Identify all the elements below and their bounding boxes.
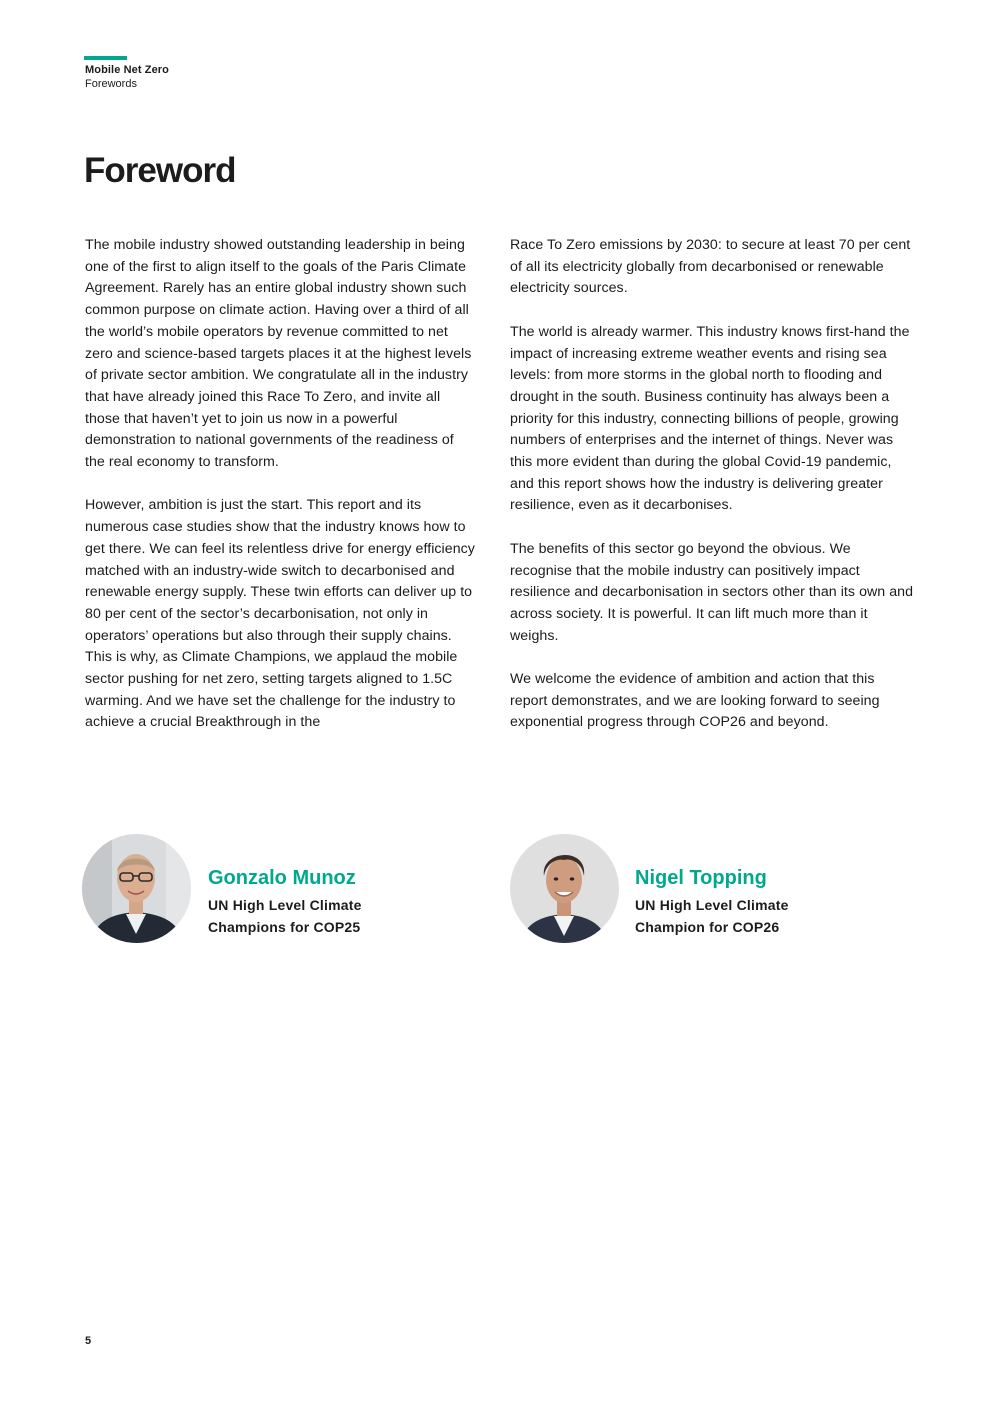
role-line: Champion for COP26 — [635, 919, 780, 935]
page-number: 5 — [85, 1335, 92, 1347]
role-line: UN High Level Climate — [635, 897, 789, 913]
paragraph: The mobile industry showed outstanding leadership in being one of the first to align itself to the goals of the Paris Climate Agreement. Rarely has an entire global industry shown such common purpose on climate action. Having over a third of all the world’s mobile operators by revenue committed to net zero and science-based targets places it at the highest levels of private sector ambition. We congratulate all in the industry that have already joined this Race To Zero, and invite all those that haven’t yet to join us now in a powerful demonstration to national governments of the readiness of the real economy to transform. — [85, 237, 472, 471]
person-name: Nigel Topping — [635, 867, 767, 889]
header-title: Mobile Net Zero — [85, 64, 170, 76]
header-accent-bar — [84, 56, 127, 60]
text-column-right — [510, 235, 915, 756]
portrait-illustration — [82, 834, 191, 943]
role-line: UN High Level Climate — [208, 897, 362, 913]
paragraph: Race To Zero emissions by 2030: to secure at least 70 per cent of all its electricity globally from decarbonised or renewable electricity sources. — [510, 237, 911, 297]
avatar-photo — [510, 834, 619, 943]
person-role — [208, 894, 362, 938]
paragraph: The world is already warmer. This industry knows first-hand the impact of increasing extreme weather events and rising sea levels: from more storms in the global north to flooding and drought in the south. Business continuity has always been a priority for this industry, connecting billions of people, growing numbers of enterprises and the internet of things. Never was this more evident than during the global Covid-19 pandemic, and this report shows how the industry is delivering greater resilience, even as it decarbonises. — [510, 323, 910, 514]
header-subtitle: Forewords — [85, 78, 137, 90]
person-role — [635, 894, 789, 938]
paragraph: We welcome the evidence of ambition and action that this report demonstrates, and we are looking forward to seeing exponential progress through COP26 and beyond. — [510, 671, 880, 731]
role-line: Champions for COP25 — [208, 919, 361, 935]
paragraph: However, ambition is just the start. This report and its numerous case studies show that the industry knows how to get there. We can feel its relentless drive for energy efficiency matched with an industry-wide switch to decarbonised and renewable energy supply. These twin efforts can deliver up to 80 per cent of the sector’s decarbonisation, not only in operators’ operations but also through their supply chains. This is why, as Climate Champions, we applaud the mobile sector pushing for net zero, setting targets aligned to 1.5C warming. And we have set the challenge for the industry to achieve a crucial Breakthrough in the — [85, 497, 475, 731]
avatar-photo — [82, 834, 191, 943]
paragraph: The benefits of this sector go beyond the obvious. We recognise that the mobile industry can positively impact resilience and decarbonisation in sectors other than its own and across society. It is powerful. It can lift much more than it weighs. — [510, 540, 914, 644]
person-name: Gonzalo Munoz — [208, 867, 356, 889]
portrait-illustration — [510, 834, 619, 943]
page-title: Foreword — [84, 151, 236, 190]
text-column-left — [85, 235, 475, 756]
